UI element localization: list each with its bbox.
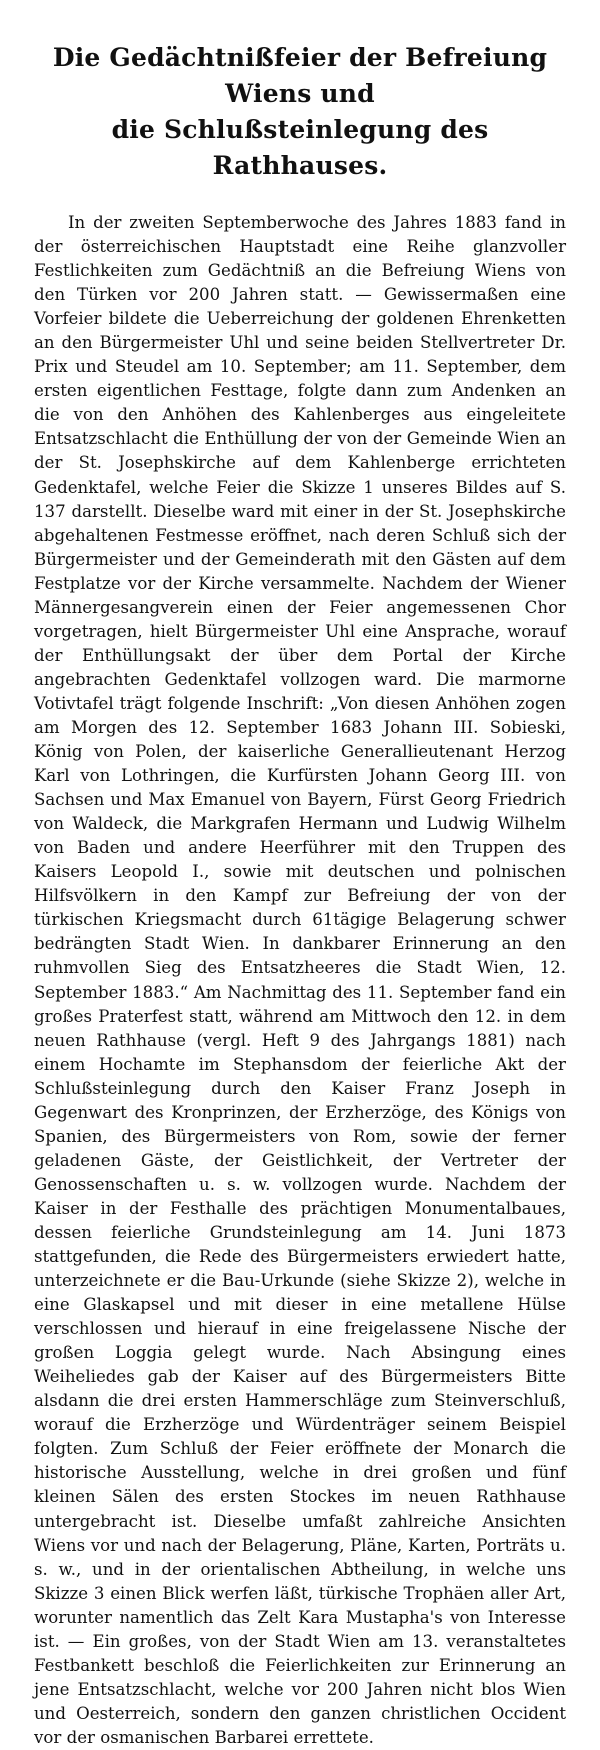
article-page	[34, 40, 566, 1750]
article-title	[34, 40, 566, 184]
article-title-line-2: die Schlußsteinlegung des Rathhauses.	[111, 115, 489, 180]
article-body: In der zweiten Septemberwoche des Jahres 1883 fand in der österreichischen Hauptstadt eine Reihe glanzvoller Festlichkeiten zum Gedächtniß an die Befreiung Wiens von den Türken vor 200 Jahren statt. — Gewissermaßen eine Vorfeier bildete die Ueberreichung der goldenen Ehrenketten an den Bürgermeister Uhl und seine beiden Stellvertreter Dr. Prix und Steudel am 10. September; am 11. September, dem ersten eigentlichen Festtage, folgte dann zum Andenken an die von den Anhöhen des Kahlenberges aus eingeleitete Entsatzschlacht die Enthüllung der von der Gemeinde Wien an der St. Josephskirche auf dem Kahlenberge errichteten Gedenktafel, welche Feier die Skizze 1 unseres Bildes auf S. 137 darstellt. Dieselbe ward mit einer in der St. Josephskirche abgehaltenen Festmesse eröffnet, nach deren Schluß sich der Bürgermeister und der Gemeinderath mit den Gästen auf dem Festplatze vor der Kirche versammelte. Nachdem der Wiener Männergesangverein einen der Feier angemessenen Chor vorgetragen, hielt Bürgermeister Uhl eine Ansprache, worauf der Enthüllungsakt der über dem Portal der Kirche angebrachten Gedenktafel vollzogen ward. Die marmorne Votivtafel trägt folgende Inschrift: „Von diesen Anhöhen zogen am Morgen des 12. September 1683 Johann III. Sobieski, König von Polen, der kaiserliche Generallieutenant Herzog Karl von Lothringen, die Kurfürsten Johann Georg III. von Sachsen und Max Emanuel von Bayern, Fürst Georg Friedrich von Waldeck, die Markgrafen Hermann und Ludwig Wilhelm von Baden und andere Heerführer mit den Truppen des Kaisers Leopold I., sowie mit deutschen und polnischen Hilfsvölkern in den Kampf zur Befreiung der von der türkischen Kriegsmacht durch 61tägige Belagerung schwer bedrängten Stadt Wien. In dankbarer Erinnerung an den ruhmvollen Sieg des Entsatzheeres die Stadt Wien, 12. September 1883.“ Am Nachmittag des 11. September fand ein großes Praterfest statt, während am Mittwoch den 12. in dem neuen Rathhause (vergl. Heft 9 des Jahrgangs 1881) nach einem Hochamte im Stephansdom der feierliche Akt der Schlußsteinlegung durch den Kaiser Franz Joseph in Gegenwart des Kronprinzen, der Erzherzöge, des Königs von Spanien, des Bürgermeisters von Rom, sowie der ferner geladenen Gäste, der Geistlichkeit, der Vertreter der Genossenschaften u. s. w. vollzogen wurde. Nachdem der Kaiser in der Festhalle des prächtigen Monumentalbaues, dessen feierliche Grundsteinlegung am 14. Juni 1873 stattgefunden, die Rede des Bürgermeisters erwiedert hatte, unterzeichnete er die Bau-Urkunde (siehe Skizze 2), welche in eine Glaskapsel und mit dieser in eine metallene Hülse verschlossen und hierauf in eine freigelassene Nische der großen Loggia gelegt wurde. Nach Absingung eines Weiheliedes gab der Kaiser auf des Bürgermeisters Bitte alsdann die drei ersten Hammerschläge zum Steinverschluß, worauf die Erzherzöge und Würdenträger seinem Beispiel folgten. Zum Schluß der Feier eröffnete der Monarch die historische Ausstellung, welche in drei großen und fünf kleinen Sälen des ersten Stockes im neuen Rathhause untergebracht ist. Dieselbe umfaßt zahlreiche Ansichten Wiens vor und nach der Belagerung, Pläne, Karten, Porträts u. s. w., und in der orientalischen Abtheilung, in welche uns Skizze 3 einen Blick werfen läßt, türkische Trophäen aller Art, worunter namentlich das Zelt Kara Mustapha's von Interesse ist. — Ein großes, von der Stadt Wien am 13. veranstaltetes Festbankett beschloß die Feierlichkeiten zur Erinnerung an jene Entsatzschlacht, welche vor 200 Jahren nicht blos Wien und Oesterreich, sondern den ganzen christlichen Occident vor der osmanischen Barbarei errettete.	[34, 213, 566, 1747]
article-title-line-1: Die Gedächtnißfeier der Befreiung Wiens und	[52, 43, 548, 108]
